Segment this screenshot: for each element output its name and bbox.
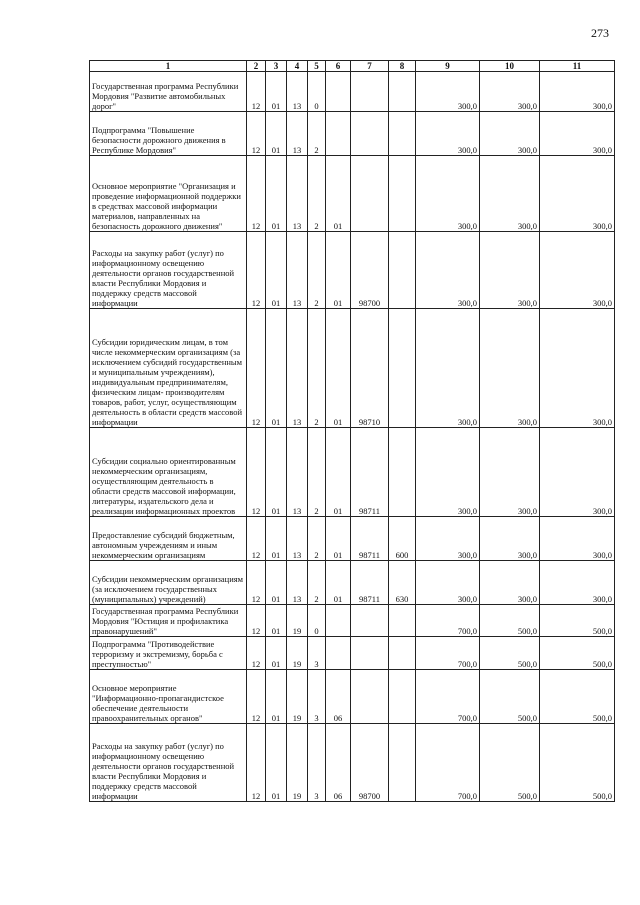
cell-program: 13 [287, 112, 308, 156]
table-row [90, 724, 615, 802]
cell-program: 13 [287, 428, 308, 517]
cell-subsection: 01 [266, 232, 287, 309]
row-name: Предоставление субсидий бюджетным, автономным учреждениям и иным некоммерческим организациям [90, 517, 247, 561]
cell-measure: 01 [326, 156, 351, 232]
cell-program: 13 [287, 232, 308, 309]
cell-amount-1: 700,0 [416, 724, 480, 802]
cell-amount-1: 300,0 [416, 112, 480, 156]
cell-subsection: 01 [266, 517, 287, 561]
cell-section: 12 [247, 517, 266, 561]
table-row [90, 428, 615, 517]
table-row [90, 72, 615, 112]
cell-amount-2: 500,0 [480, 637, 540, 670]
cell-section: 12 [247, 309, 266, 428]
cell-section: 12 [247, 156, 266, 232]
cell-section: 12 [247, 112, 266, 156]
cell-amount-3: 300,0 [540, 517, 615, 561]
row-name: Подпрограмма "Повышение безопасности дорожного движения в Республике Мордовия" [90, 112, 247, 156]
cell-expense-type: 630 [389, 561, 416, 605]
row-name: Субсидии некоммерческим организациям (за исключением государственных (муниципальных) учреждений) [90, 561, 247, 605]
column-header: 4 [287, 61, 308, 72]
cell-amount-3: 300,0 [540, 232, 615, 309]
cell-measure: 01 [326, 232, 351, 309]
cell-expense-type [389, 428, 416, 517]
cell-expense-type [389, 232, 416, 309]
row-name: Расходы на закупку работ (услуг) по информационному освещению деятельности органов государственной власти Республики Мордовия и поддержку средств массовой информации [90, 724, 247, 802]
cell-amount-3: 300,0 [540, 309, 615, 428]
table-row [90, 309, 615, 428]
cell-amount-3: 300,0 [540, 561, 615, 605]
cell-direction [351, 637, 389, 670]
cell-amount-2: 300,0 [480, 517, 540, 561]
cell-amount-2: 300,0 [480, 309, 540, 428]
cell-amount-3: 300,0 [540, 156, 615, 232]
cell-direction [351, 156, 389, 232]
row-name: Государственная программа Республики Мордовия "Развитие автомобильных дорог" [90, 72, 247, 112]
cell-subprogram: 2 [308, 309, 326, 428]
cell-amount-3: 500,0 [540, 670, 615, 724]
cell-amount-1: 700,0 [416, 637, 480, 670]
cell-direction [351, 112, 389, 156]
cell-program: 13 [287, 72, 308, 112]
cell-direction: 98711 [351, 561, 389, 605]
cell-amount-3: 500,0 [540, 724, 615, 802]
cell-amount-1: 300,0 [416, 232, 480, 309]
cell-expense-type [389, 112, 416, 156]
column-header: 7 [351, 61, 389, 72]
cell-amount-1: 300,0 [416, 428, 480, 517]
cell-measure: 01 [326, 517, 351, 561]
column-header: 6 [326, 61, 351, 72]
cell-subsection: 01 [266, 112, 287, 156]
cell-direction: 98710 [351, 309, 389, 428]
cell-subsection: 01 [266, 561, 287, 605]
cell-measure [326, 72, 351, 112]
row-name: Субсидии юридическим лицам, в том числе некоммерческим организациям (за исключением субсидий государственным и муниципальным учреждениям), индивидуальным предпринимателям, физическим лицам- производителям товаров, работ, услуг, осуществляющим деятельность в области средств массовой информации [90, 309, 247, 428]
cell-measure: 01 [326, 428, 351, 517]
cell-direction [351, 670, 389, 724]
row-name: Основное мероприятие "Организация и проведение информационной поддержки в средствах массовой информации материалов, направленных на безопасность дорожного движения" [90, 156, 247, 232]
table-row [90, 112, 615, 156]
cell-subprogram: 2 [308, 232, 326, 309]
cell-measure: 06 [326, 670, 351, 724]
cell-section: 12 [247, 670, 266, 724]
column-header: 11 [540, 61, 615, 72]
cell-section: 12 [247, 637, 266, 670]
cell-amount-2: 300,0 [480, 428, 540, 517]
cell-subprogram: 2 [308, 428, 326, 517]
cell-amount-1: 700,0 [416, 605, 480, 637]
cell-subsection: 01 [266, 670, 287, 724]
cell-amount-3: 300,0 [540, 72, 615, 112]
cell-amount-3: 500,0 [540, 605, 615, 637]
cell-expense-type [389, 156, 416, 232]
cell-amount-1: 300,0 [416, 156, 480, 232]
column-header: 3 [266, 61, 287, 72]
cell-subprogram: 2 [308, 156, 326, 232]
table-row [90, 517, 615, 561]
cell-program: 19 [287, 670, 308, 724]
cell-amount-3: 500,0 [540, 637, 615, 670]
column-header: 1 [90, 61, 247, 72]
cell-subprogram: 3 [308, 637, 326, 670]
cell-amount-2: 300,0 [480, 561, 540, 605]
cell-program: 19 [287, 637, 308, 670]
cell-subsection: 01 [266, 605, 287, 637]
cell-section: 12 [247, 605, 266, 637]
cell-program: 13 [287, 517, 308, 561]
cell-direction: 98711 [351, 428, 389, 517]
cell-amount-1: 700,0 [416, 670, 480, 724]
cell-subprogram: 0 [308, 72, 326, 112]
cell-subprogram: 3 [308, 670, 326, 724]
cell-direction: 98711 [351, 517, 389, 561]
table-row [90, 561, 615, 605]
cell-amount-3: 300,0 [540, 428, 615, 517]
cell-subsection: 01 [266, 72, 287, 112]
cell-amount-2: 500,0 [480, 670, 540, 724]
cell-amount-2: 300,0 [480, 156, 540, 232]
cell-subsection: 01 [266, 309, 287, 428]
cell-expense-type [389, 670, 416, 724]
cell-amount-1: 300,0 [416, 561, 480, 605]
cell-program: 19 [287, 724, 308, 802]
row-name: Государственная программа Республики Мордовия "Юстиция и профилактика правонарушений" [90, 605, 247, 637]
cell-program: 13 [287, 561, 308, 605]
column-header: 10 [480, 61, 540, 72]
cell-amount-2: 300,0 [480, 72, 540, 112]
cell-section: 12 [247, 724, 266, 802]
cell-amount-1: 300,0 [416, 517, 480, 561]
cell-expense-type [389, 72, 416, 112]
table-row [90, 637, 615, 670]
cell-amount-1: 300,0 [416, 72, 480, 112]
table-header-row [90, 61, 615, 72]
row-name: Основное мероприятие "Информационно-пропагандистское обеспечение деятельности правоохранительных органов" [90, 670, 247, 724]
page-number: 273 [591, 26, 609, 40]
cell-section: 12 [247, 561, 266, 605]
cell-amount-2: 300,0 [480, 232, 540, 309]
cell-subprogram: 0 [308, 605, 326, 637]
cell-direction [351, 72, 389, 112]
row-name: Субсидии социально ориентированным некоммерческим организациям, осуществляющим деятельность в области средств массовой информации, литературы, издательского дела и реализации информационных проектов [90, 428, 247, 517]
cell-direction [351, 605, 389, 637]
cell-subprogram: 2 [308, 561, 326, 605]
cell-measure [326, 605, 351, 637]
table-row [90, 156, 615, 232]
cell-subsection: 01 [266, 637, 287, 670]
cell-subsection: 01 [266, 724, 287, 802]
table-row [90, 232, 615, 309]
cell-amount-2: 500,0 [480, 605, 540, 637]
cell-direction: 98700 [351, 232, 389, 309]
cell-subprogram: 2 [308, 517, 326, 561]
cell-subprogram: 2 [308, 112, 326, 156]
cell-amount-1: 300,0 [416, 309, 480, 428]
cell-measure: 01 [326, 309, 351, 428]
column-header: 9 [416, 61, 480, 72]
column-header: 5 [308, 61, 326, 72]
column-header: 2 [247, 61, 266, 72]
row-name: Расходы на закупку работ (услуг) по информационному освещению деятельности органов государственной власти Республики Мордовия и поддержку средств массовой информации [90, 232, 247, 309]
cell-program: 13 [287, 156, 308, 232]
cell-section: 12 [247, 428, 266, 517]
cell-subprogram: 3 [308, 724, 326, 802]
cell-program: 13 [287, 309, 308, 428]
cell-section: 12 [247, 72, 266, 112]
cell-measure: 06 [326, 724, 351, 802]
cell-direction: 98700 [351, 724, 389, 802]
row-name: Подпрограмма "Противодействие терроризму и экстремизму, борьба с преступностью" [90, 637, 247, 670]
cell-expense-type: 600 [389, 517, 416, 561]
cell-measure [326, 112, 351, 156]
table-row [90, 605, 615, 637]
cell-measure [326, 637, 351, 670]
table-row [90, 670, 615, 724]
cell-expense-type [389, 637, 416, 670]
cell-amount-2: 300,0 [480, 112, 540, 156]
cell-expense-type [389, 309, 416, 428]
cell-section: 12 [247, 232, 266, 309]
cell-expense-type [389, 605, 416, 637]
cell-subsection: 01 [266, 428, 287, 517]
cell-amount-2: 500,0 [480, 724, 540, 802]
cell-subsection: 01 [266, 156, 287, 232]
budget-table [89, 60, 615, 802]
column-header: 8 [389, 61, 416, 72]
cell-expense-type [389, 724, 416, 802]
cell-measure: 01 [326, 561, 351, 605]
cell-program: 19 [287, 605, 308, 637]
cell-amount-3: 300,0 [540, 112, 615, 156]
